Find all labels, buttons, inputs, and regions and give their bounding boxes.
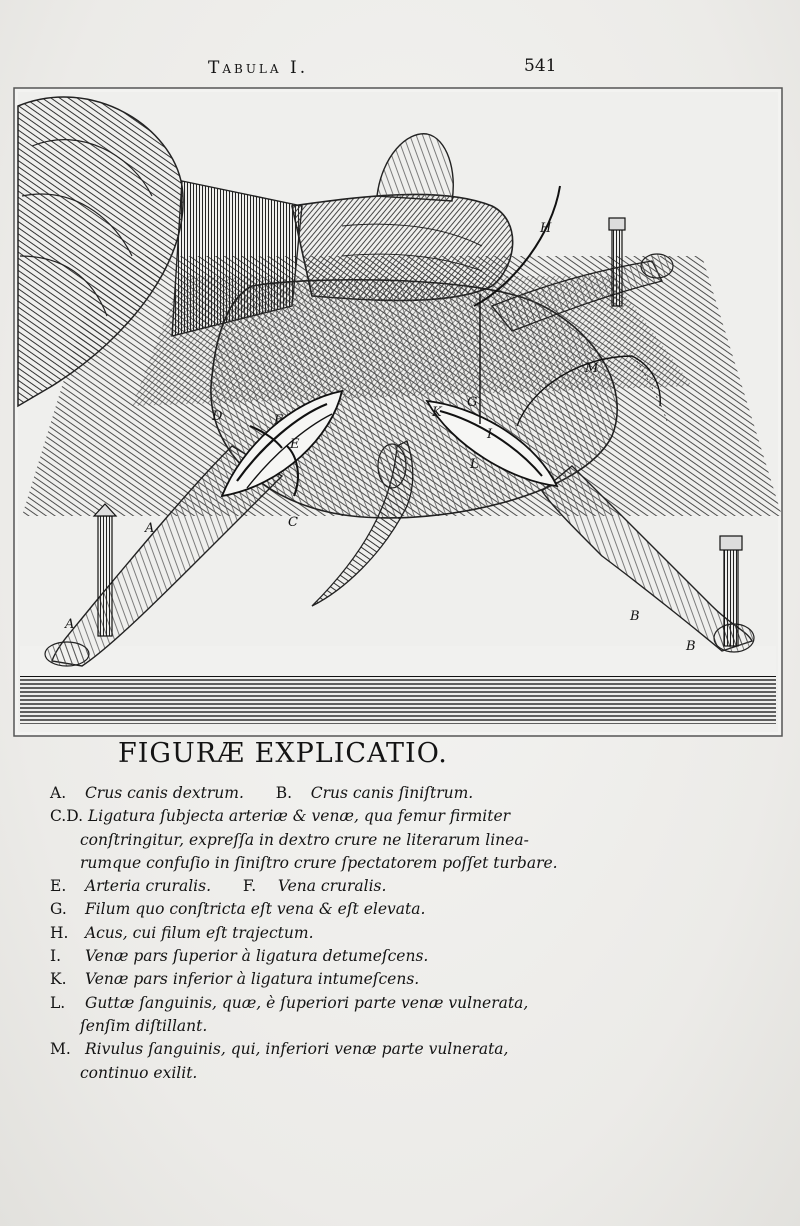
legend-text: Crus canis dextrum. [84, 784, 244, 802]
table-base [20, 676, 776, 724]
legend-key: H. [50, 923, 69, 942]
engraved-plate [12, 86, 784, 738]
legend-text: Crus canis ſiniſtrum. [310, 784, 474, 802]
legend-key: B. [275, 784, 293, 802]
legend-row-E-F [50, 875, 610, 898]
label-D: D [212, 409, 223, 424]
legend-text: Arteria cruralis. [84, 877, 211, 896]
legend-key: F. [242, 877, 257, 896]
label-B-upper: B [630, 609, 640, 624]
legend-row-M [50, 1038, 610, 1061]
label-A-upper: A [145, 521, 155, 536]
legend-continuation: ſenſim diſtillant. [80, 1016, 208, 1035]
label-I: I [487, 427, 493, 442]
legend-text: Acus, cui filum eſt trajectum. [84, 923, 314, 942]
label-E: E [290, 437, 300, 452]
label-G: G [467, 395, 478, 410]
legend-row-C-D [50, 805, 610, 828]
legend-text: Rivulus ſanguinis, qui, inferiori venæ parte vulnerata, [84, 1040, 509, 1059]
label-L: L [470, 457, 479, 472]
legend-text: Venæ pars ſuperior à ligatura detumeſcens. [84, 947, 429, 966]
legend-key: I. [50, 947, 62, 966]
post-upper-right [609, 218, 625, 306]
legend-key: M. [50, 1040, 71, 1059]
legend-row-H [50, 922, 610, 945]
page-number: 541 [524, 56, 557, 76]
caption-title: FIGURÆ EXPLICATIO. [118, 738, 448, 769]
legend-row-L [50, 992, 610, 1015]
legend-row-G [50, 898, 610, 921]
legend-row-K [50, 968, 610, 991]
legend-continuation: continuo exilit. [80, 1063, 198, 1082]
legend-text: Ligatura ſubjecta arteriæ & venæ, qua femur firmiter [87, 807, 511, 826]
legend-key: K. [50, 970, 67, 989]
label-H: H [540, 221, 552, 236]
label-M: M [585, 361, 599, 376]
legend-continuation: conſtringitur, expreſſa in dextro crure ne literarum linea- [80, 830, 529, 849]
legend-key: E. [50, 877, 67, 896]
running-head [0, 58, 800, 82]
legend-text: Vena cruralis. [277, 877, 387, 896]
legend-key: L. [50, 993, 66, 1012]
label-K: K [432, 405, 442, 420]
legend-key: G. [50, 900, 67, 919]
legend-key: C.D. [50, 807, 84, 826]
label-B-lower: B [686, 639, 696, 654]
legend-row-I [50, 945, 610, 968]
legend-text: Guttæ ſanguinis, quæ, è ſuperiori parte venæ vulnerata, [84, 993, 529, 1012]
legend-list [50, 782, 610, 1085]
legend-row-A-B [50, 782, 610, 805]
label-A-lower: A [65, 617, 75, 632]
legend-key: A. [50, 784, 67, 802]
label-F: F [274, 413, 284, 428]
label-C: C [288, 515, 298, 530]
plate-title: Tabula I. [208, 58, 309, 78]
legend-text: Filum quo conſtricta eſt vena & eſt elevata. [84, 900, 426, 919]
legend-continuation: rumque confuſio in ſiniſtro crure ſpectatorem poſſet turbare. [80, 853, 558, 872]
legend-text: Venæ pars inferior à ligatura intumeſcens. [84, 970, 420, 989]
